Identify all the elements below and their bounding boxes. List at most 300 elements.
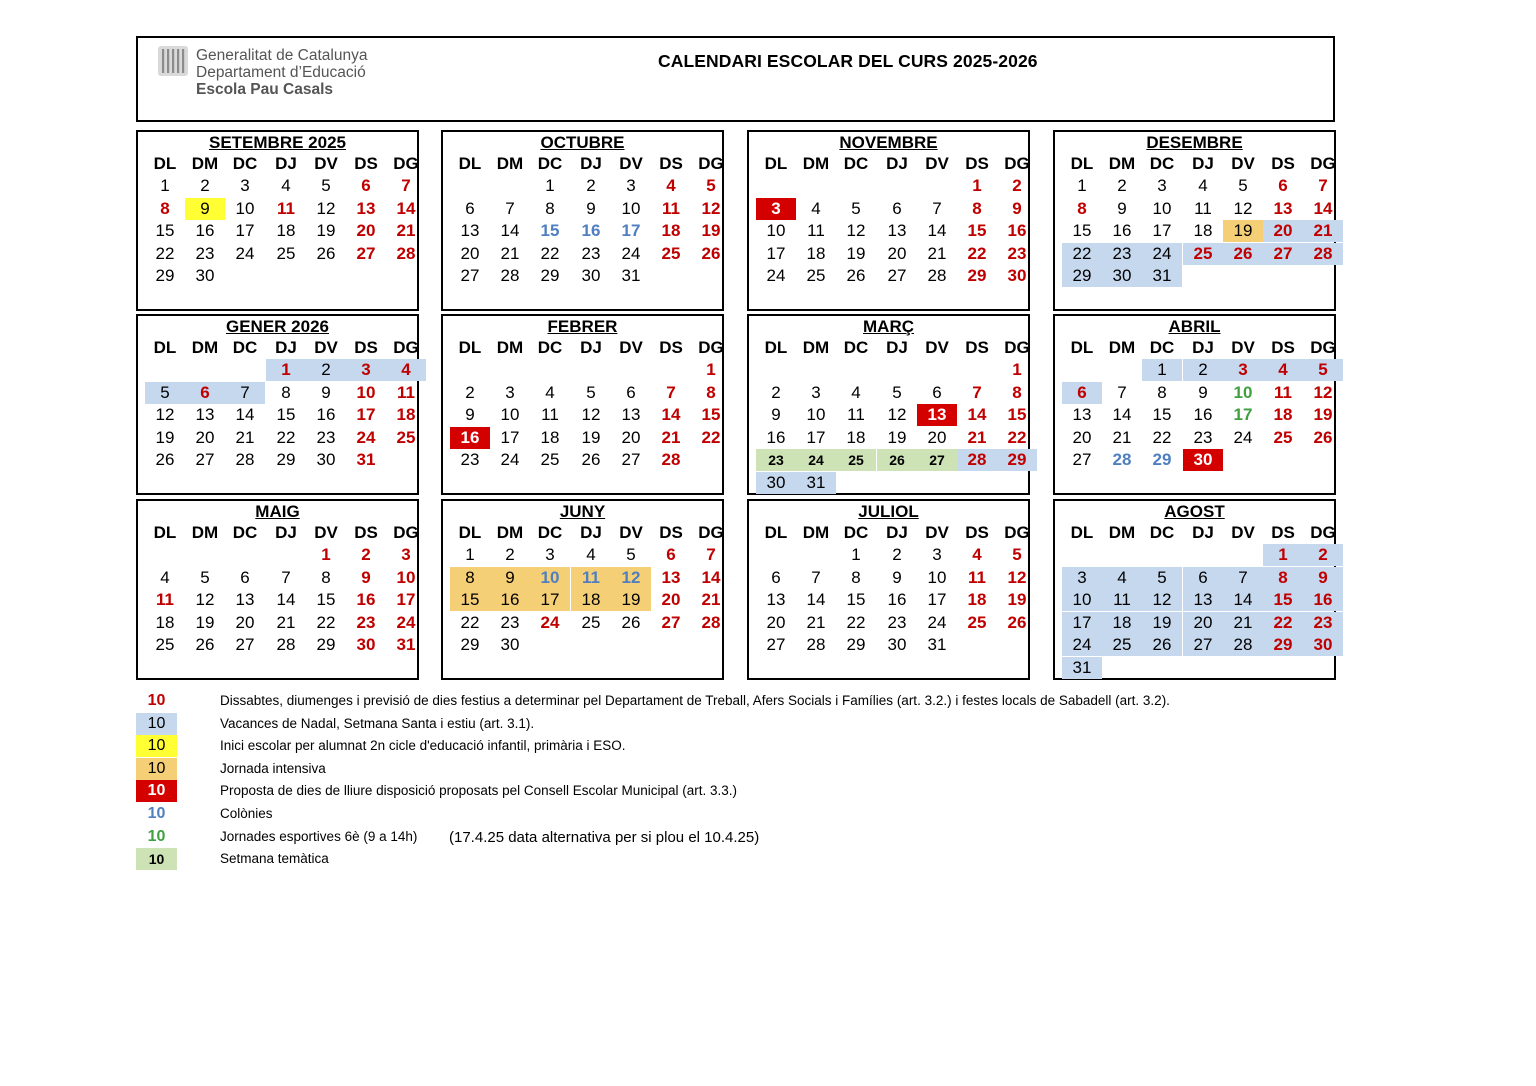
day-cell: 3	[811, 382, 821, 402]
day-cell: 1	[851, 545, 861, 564]
month-name: AGOST	[1164, 502, 1225, 521]
day-cell: 7	[932, 198, 942, 218]
day-cell: 1	[1263, 544, 1303, 566]
day-cell: 13	[460, 221, 480, 241]
day-cell: 6	[666, 545, 676, 564]
day-cell: 1	[321, 545, 331, 564]
day-cell: 17	[356, 405, 376, 425]
day-cell: 12	[1142, 589, 1182, 611]
day-cell: 4	[160, 567, 170, 587]
day-cell: 25	[581, 612, 601, 632]
weekday-header: DV	[314, 338, 338, 357]
weekday-header: DV	[314, 523, 338, 542]
day-cell: 16	[1112, 221, 1132, 241]
day-cell: 11	[156, 590, 174, 610]
day-cell: 30	[1303, 634, 1343, 656]
day-cell: 18	[846, 427, 866, 447]
month-name: NOVEMBRE	[839, 133, 938, 152]
day-cell: 27	[1183, 634, 1223, 656]
weekday-header: DS	[965, 338, 989, 357]
weekday-header: DM	[802, 523, 830, 542]
day-cell: 3	[932, 545, 942, 564]
weekday-header: DC	[232, 523, 258, 542]
day-cell: 20	[460, 243, 480, 263]
day-cell: 24	[235, 243, 255, 263]
weekday-header: DV	[1231, 523, 1255, 542]
weekday-header: DL	[764, 523, 788, 542]
org-line-1: Generalitat de Catalunya	[196, 47, 368, 64]
day-cell: 6	[892, 198, 902, 218]
weekday-header: DM	[496, 523, 524, 542]
day-cell: 1	[465, 545, 475, 564]
weekday-header: DC	[1149, 338, 1175, 357]
day-cell: 28	[957, 449, 997, 471]
day-cell: 27	[766, 635, 786, 655]
day-cell: 8	[160, 198, 170, 218]
day-cell: 23	[460, 450, 480, 470]
day-cell: 21	[1112, 427, 1132, 447]
day-cell: 19	[611, 589, 651, 611]
day-cell: 10	[927, 567, 947, 587]
weekday-header: DL	[458, 154, 482, 173]
day-cell: 10	[530, 567, 570, 589]
day-cell: 9	[1117, 198, 1127, 218]
day-cell: 14	[661, 405, 681, 425]
day-cell: 15	[155, 221, 175, 241]
day-cell: 12	[1233, 198, 1253, 218]
day-cell: 2	[200, 176, 210, 195]
day-cell: 15	[450, 589, 490, 611]
day-cell: 8	[972, 198, 982, 218]
day-cell: 14	[396, 198, 416, 218]
weekday-header: DJ	[886, 523, 908, 542]
day-cell: 3	[346, 359, 386, 381]
day-cell: 8	[1157, 382, 1167, 402]
day-cell: 14	[701, 567, 721, 587]
weekday-header: DC	[232, 154, 258, 173]
weekday-header: DL	[153, 523, 177, 542]
day-cell: 18	[155, 612, 175, 632]
weekday-header: DM	[1108, 523, 1136, 542]
day-cell: 25	[836, 449, 876, 471]
day-cell: 31	[356, 450, 376, 470]
weekday-header: DG	[393, 523, 419, 542]
day-cell: 27	[917, 449, 957, 471]
day-cell: 24	[766, 266, 786, 286]
weekday-header: DC	[1149, 523, 1175, 542]
day-cell: 12	[316, 198, 336, 218]
day-cell: 4	[1102, 567, 1142, 589]
day-cell: 16	[1007, 221, 1027, 241]
day-cell: 10	[356, 382, 376, 402]
day-cell: 21	[1223, 612, 1263, 634]
day-cell: 29	[1152, 450, 1172, 470]
day-cell: 12	[846, 221, 866, 241]
day-cell: 5	[1303, 359, 1343, 381]
day-cell: 21	[927, 243, 947, 263]
day-cell: 20	[661, 590, 681, 610]
day-cell: 5	[626, 545, 636, 564]
day-cell: 17	[235, 221, 255, 241]
day-cell: 1	[706, 360, 716, 379]
day-cell: 16	[490, 589, 530, 611]
day-cell: 16	[356, 590, 376, 610]
weekday-header: DV	[619, 154, 643, 173]
day-cell: 11	[807, 221, 825, 241]
day-cell: 24	[500, 450, 520, 470]
day-cell: 18	[661, 221, 681, 241]
weekday-header: DG	[698, 154, 724, 173]
day-cell: 6	[1062, 382, 1102, 404]
legend-item	[136, 735, 1336, 757]
month-name: ABRIL	[1168, 317, 1221, 336]
day-cell: 27	[661, 612, 681, 632]
legend-swatch: 10	[147, 692, 166, 709]
month-8	[1053, 314, 1336, 495]
day-cell: 18	[571, 589, 611, 611]
weekday-header: DG	[1310, 523, 1336, 542]
day-cell: 16	[1303, 589, 1343, 611]
day-cell: 24	[1142, 243, 1182, 265]
day-cell: 30	[1007, 266, 1027, 286]
day-cell: 28	[1223, 634, 1263, 656]
weekday-header: DC	[537, 338, 563, 357]
day-cell: 13	[1273, 198, 1293, 218]
day-cell: 21	[661, 427, 681, 447]
day-cell: 21	[235, 427, 255, 447]
weekday-header: DL	[1070, 338, 1094, 357]
day-cell: 20	[621, 427, 641, 447]
weekday-header: DS	[659, 338, 683, 357]
day-cell: 18	[396, 405, 416, 425]
month-12	[1053, 499, 1336, 680]
day-cell: 5	[851, 198, 861, 218]
day-cell: 26	[1313, 427, 1333, 447]
weekday-header: DG	[1310, 338, 1336, 357]
weekday-header: DG	[1004, 523, 1030, 542]
day-cell: 2	[1117, 176, 1127, 195]
day-cell: 25	[276, 243, 296, 263]
day-cell: 10	[235, 198, 255, 218]
day-cell: 29	[1263, 634, 1303, 656]
legend-item	[136, 690, 1336, 712]
weekday-header: DJ	[580, 338, 602, 357]
month-5	[136, 314, 419, 495]
day-cell: 28	[1303, 243, 1343, 265]
day-cell: 1	[972, 176, 982, 195]
day-cell: 23	[195, 243, 215, 263]
day-cell: 22	[1263, 612, 1303, 634]
day-cell: 27	[887, 266, 907, 286]
day-cell: 15	[1007, 405, 1027, 425]
day-cell: 24	[927, 612, 947, 632]
month-name: MAIG	[255, 502, 300, 521]
day-cell: 10	[1233, 382, 1253, 402]
generalitat-flag-icon	[158, 46, 188, 76]
day-cell: 22	[460, 612, 480, 632]
day-cell: 4	[666, 176, 676, 195]
day-cell: 9	[1198, 382, 1208, 402]
weekday-header: DL	[1070, 154, 1094, 173]
weekday-header: DS	[354, 523, 378, 542]
weekday-header: DS	[965, 154, 989, 173]
day-cell: 17	[1233, 405, 1253, 425]
day-cell: 13	[1183, 589, 1223, 611]
day-cell: 24	[1233, 427, 1253, 447]
day-cell: 26	[1142, 634, 1182, 656]
month-name: GENER 2026	[226, 317, 329, 336]
day-cell: 14	[806, 590, 826, 610]
day-cell: 17	[1062, 612, 1102, 634]
day-cell: 15	[846, 590, 866, 610]
weekday-header: DG	[393, 338, 419, 357]
day-cell: 25	[1102, 634, 1142, 656]
day-cell: 29	[460, 635, 480, 655]
day-cell: 8	[281, 382, 291, 402]
day-cell: 7	[505, 198, 515, 218]
day-cell: 17	[530, 589, 570, 611]
day-cell: 8	[450, 567, 490, 589]
day-cell: 20	[1183, 612, 1223, 634]
day-cell: 29	[997, 449, 1037, 471]
day-cell: 3	[1223, 359, 1263, 381]
day-cell: 11	[968, 567, 986, 587]
day-cell: 18	[1273, 405, 1293, 425]
weekday-header: DM	[1108, 154, 1136, 173]
day-cell: 10	[396, 567, 416, 587]
day-cell: 5	[1238, 176, 1248, 195]
weekday-header: DC	[1149, 154, 1175, 173]
weekday-header: DV	[925, 338, 949, 357]
month-9	[136, 499, 419, 680]
legend-item	[136, 780, 1336, 802]
day-cell: 22	[276, 427, 296, 447]
day-cell: 16	[195, 221, 215, 241]
legend-swatch: 10	[136, 713, 177, 735]
legend-swatch: 10	[136, 848, 177, 870]
day-cell: 22	[1062, 243, 1102, 265]
day-cell: 14	[500, 221, 520, 241]
day-cell: 17	[806, 427, 826, 447]
weekday-header: DS	[965, 523, 989, 542]
day-cell: 29	[276, 450, 296, 470]
day-cell: 16	[581, 221, 601, 241]
day-cell: 12	[195, 590, 215, 610]
weekday-header: DS	[659, 523, 683, 542]
day-cell: 27	[621, 450, 641, 470]
day-cell: 17	[1152, 221, 1172, 241]
day-cell: 13	[766, 590, 786, 610]
day-cell: 30	[887, 635, 907, 655]
day-cell: 11	[1194, 198, 1212, 218]
day-cell: 29	[316, 635, 336, 655]
day-cell: 26	[1007, 612, 1027, 632]
day-cell: 15	[1072, 221, 1092, 241]
weekday-header: DC	[537, 523, 563, 542]
day-cell: 20	[766, 612, 786, 632]
day-cell: 7	[281, 567, 291, 587]
month-name: JULIOL	[858, 502, 919, 521]
day-cell: 28	[661, 450, 681, 470]
legend-text: Setmana temàtica	[220, 851, 329, 867]
day-cell: 17	[621, 221, 641, 241]
day-cell: 20	[887, 243, 907, 263]
day-cell: 9	[465, 405, 475, 425]
weekday-header: DL	[153, 154, 177, 173]
day-cell: 31	[396, 635, 416, 655]
legend-text: Dissabtes, diumenges i previsió de dies festius a determinar pel Departament de Treball, Afers Socials i Famílies (art. 3.2.) i festes locals de Sabadell (art. 3.2).	[220, 693, 1170, 708]
weekday-header: DL	[764, 338, 788, 357]
legend-item	[136, 803, 1336, 825]
day-cell: 6	[1278, 176, 1288, 195]
legend-swatch: 10	[136, 735, 177, 757]
day-cell: 16	[766, 427, 786, 447]
day-cell: 3	[1157, 176, 1167, 195]
day-cell: 28	[500, 266, 520, 286]
month-name: SETEMBRE 2025	[209, 133, 346, 152]
day-cell: 15	[1152, 405, 1172, 425]
day-cell: 26	[846, 266, 866, 286]
day-cell: 4	[586, 545, 596, 564]
day-cell: 26	[316, 243, 336, 263]
day-cell: 26	[155, 450, 175, 470]
day-cell: 4	[811, 198, 821, 218]
day-cell: 27	[235, 635, 255, 655]
day-cell: 13	[917, 404, 957, 426]
day-cell: 6	[240, 567, 250, 587]
month-10	[441, 499, 724, 680]
day-cell: 4	[1263, 359, 1303, 381]
day-cell: 20	[1263, 220, 1303, 242]
day-cell: 23	[356, 612, 376, 632]
day-cell: 21	[500, 243, 520, 263]
day-cell: 15	[316, 590, 336, 610]
day-cell: 24	[396, 612, 416, 632]
day-cell: 27	[460, 266, 480, 286]
day-cell: 28	[1112, 450, 1132, 470]
weekday-header: DV	[1231, 338, 1255, 357]
weekday-header: DJ	[886, 154, 908, 173]
day-cell: 26	[195, 635, 215, 655]
day-cell: 14	[1223, 589, 1263, 611]
day-cell: 17	[766, 243, 786, 263]
weekday-header: DM	[1108, 338, 1136, 357]
day-cell: 7	[1223, 567, 1263, 589]
day-cell: 3	[505, 382, 515, 402]
legend-item	[136, 713, 1336, 735]
day-cell: 2	[771, 382, 781, 402]
weekday-header: DS	[354, 338, 378, 357]
day-cell: 6	[932, 382, 942, 402]
day-cell: 17	[927, 590, 947, 610]
day-cell: 24	[540, 612, 560, 632]
legend-swatch: 10	[147, 805, 166, 822]
day-cell: 28	[276, 635, 296, 655]
legend-note: (17.4.25 data alternativa per si plou el 10.4.25)	[449, 828, 760, 846]
legend-text: Colònies	[220, 806, 273, 821]
weekday-header: DG	[1004, 154, 1030, 173]
day-cell: 20	[927, 427, 947, 447]
day-cell: 31	[1142, 265, 1182, 287]
day-cell: 10	[621, 198, 641, 218]
day-cell: 9	[361, 567, 371, 587]
month-1	[136, 130, 419, 311]
day-cell: 6	[1183, 567, 1223, 589]
day-cell: 31	[927, 635, 947, 655]
day-cell: 24	[621, 243, 641, 263]
day-cell: 16	[316, 405, 336, 425]
day-cell: 18	[276, 221, 296, 241]
day-cell: 25	[967, 612, 987, 632]
day-cell: 13	[356, 198, 376, 218]
month-3	[747, 130, 1030, 311]
day-cell: 19	[1313, 405, 1333, 425]
day-cell: 19	[195, 612, 215, 632]
legend-text: Proposta de dies de lliure disposició proposats pel Consell Escolar Municipal (art. 3.3.)	[220, 783, 738, 799]
weekday-header: DC	[843, 523, 869, 542]
day-cell: 5	[321, 176, 331, 195]
day-cell: 7	[1117, 382, 1127, 402]
day-cell: 4	[386, 359, 426, 381]
day-cell: 23	[887, 612, 907, 632]
day-cell: 2	[1303, 544, 1343, 566]
weekday-header: DJ	[886, 338, 908, 357]
organization-block	[196, 47, 367, 98]
weekday-header: DV	[619, 338, 643, 357]
day-cell: 29	[967, 266, 987, 286]
day-cell: 5	[200, 567, 210, 587]
day-cell: 5	[1142, 567, 1182, 589]
day-cell: 5	[892, 382, 902, 402]
day-cell: 11	[1274, 382, 1292, 402]
day-cell: 9	[1303, 567, 1343, 589]
month-name: MARÇ	[863, 317, 914, 336]
legend-item	[136, 826, 1336, 848]
weekday-header: DS	[354, 154, 378, 173]
weekday-header: DS	[659, 154, 683, 173]
day-cell: 28	[396, 243, 416, 263]
day-cell: 6	[465, 198, 475, 218]
day-cell: 26	[701, 243, 721, 263]
day-cell: 4	[545, 382, 555, 402]
day-cell: 19	[1142, 612, 1182, 634]
day-cell: 8	[1077, 198, 1087, 218]
day-cell: 18	[540, 427, 560, 447]
day-cell: 30	[195, 266, 215, 286]
day-cell: 28	[927, 266, 947, 286]
weekday-header: DL	[153, 338, 177, 357]
day-cell: 1	[1077, 176, 1087, 195]
day-cell: 24	[796, 449, 836, 471]
day-cell: 18	[1102, 612, 1142, 634]
day-cell: 1	[545, 176, 555, 195]
day-cell: 19	[155, 427, 175, 447]
day-cell: 19	[316, 221, 336, 241]
day-cell: 11	[571, 567, 611, 589]
day-cell: 24	[1062, 634, 1102, 656]
day-cell: 19	[887, 427, 907, 447]
org-line-2: Departament d’Educació	[196, 64, 366, 81]
day-cell: 28	[235, 450, 255, 470]
day-cell: 19	[846, 243, 866, 263]
day-cell: 14	[235, 405, 255, 425]
day-cell: 23	[1007, 243, 1027, 263]
day-cell: 11	[1102, 589, 1142, 611]
day-cell: 22	[846, 612, 866, 632]
day-cell: 16	[1193, 405, 1213, 425]
day-cell: 13	[621, 405, 641, 425]
weekday-header: DL	[1070, 523, 1094, 542]
